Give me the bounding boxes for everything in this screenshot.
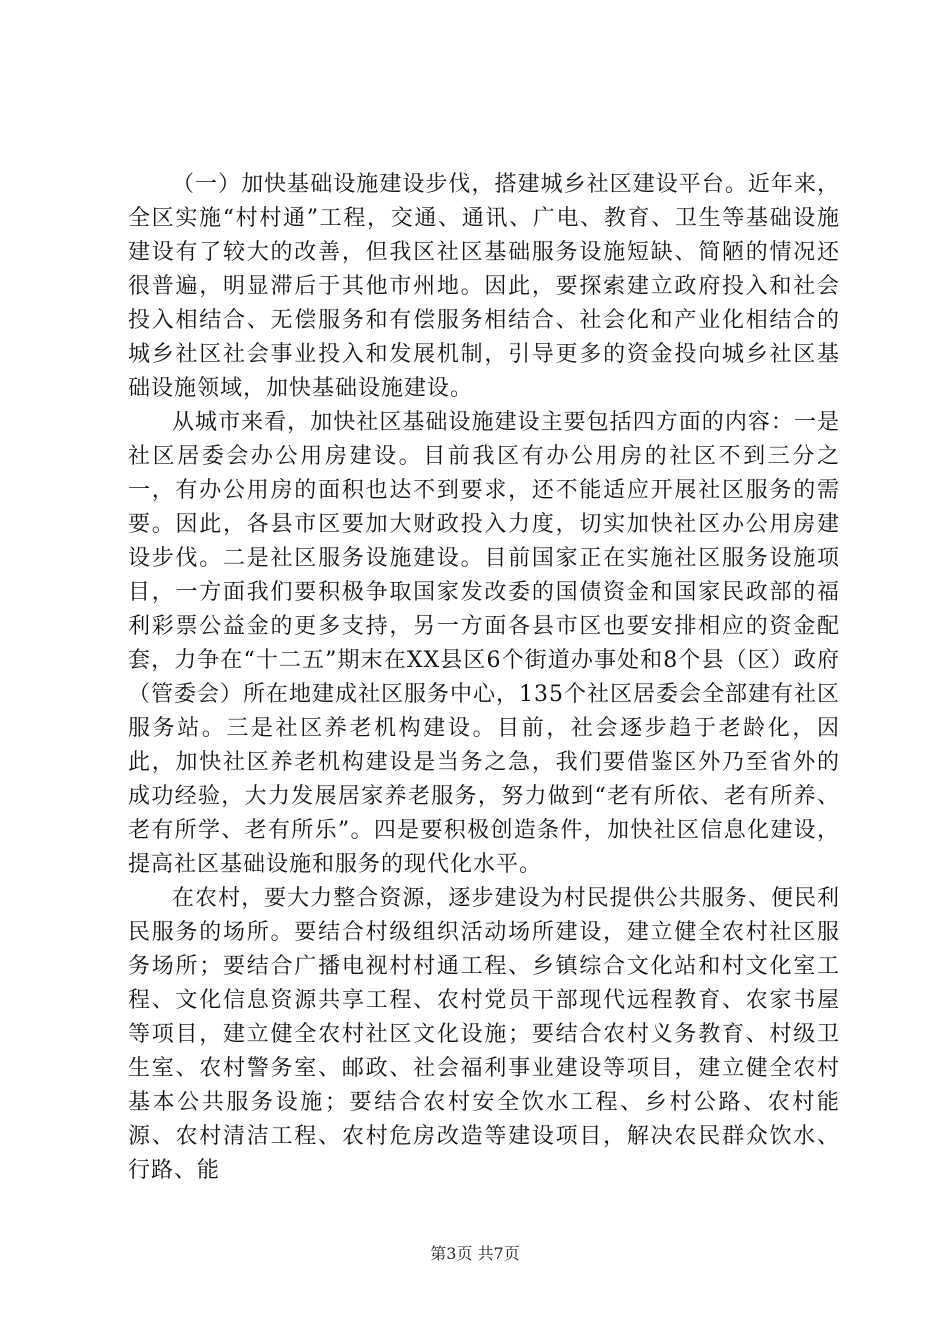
paragraph-infrastructure: （一）加快基础设施建设步伐，搭建城乡社区建设平台。近年来，全区实施“村村通”工程，交通、通讯、广电、教育、卫生等基础设施建设有了较大的改善，但我区社区基础服务设施短缺、简陋的情况还很普遍，明显滞后于其他市州地。因此，要探索建立政府投入和社会投入相结合、无偿服务和有偿服务相结合、社会化和产业化相结合的城乡社区社会事业投入和发展机制，引导更多的资金投向城乡社区基础设施领域，加快基础设施建设。	[128, 172, 840, 401]
page-footer: 第3页 共7页	[430, 1244, 520, 1263]
paragraph-rural: 在农村，要大力整合资源，逐步建设为村民提供公共服务、便民利民服务的场所。要结合村级组织活动场所建设，建立健全农村社区服务场所；要结合广播电视村村通工程、乡镇综合文化站和村文化室工程、文化信息资源共享工程、农村党员干部现代远程教育、农家书屋等项目，建立健全农村社区文化设施；要结合农村义务教育、村级卫生室、农村警务室、邮政、社会福利事业建设等项目，建立健全农村基本公共服务设施；要结合农村安全饮水工程、乡村公路、农村能源、农村清洁工程、农村危房改造等建设项目，解决农民群众饮水、行路、能	[128, 886, 840, 1183]
document-body	[128, 168, 840, 1188]
paragraph-urban: 从城市来看，加快社区基础设施建设主要包括四方面的内容：一是社区居委会办公用房建设。目前我区有办公用房的社区不到三分之一，有办公用房的面积也达不到要求，还不能适应开展社区服务的需要。因此，各县市区要加大财政投入力度，切实加快社区办公用房建设步伐。二是社区服务设施建设。目前国家正在实施社区服务设施项目，一方面我们要积极争取国家发改委的国债资金和国家民政部的福利彩票公益金的更多支持，另一方面各县市区也要安排相应的资金配套，力争在“十二五”期末在XX县区6个街道办事处和8个县（区）政府（管委会）所在地建成社区服务中心，135个社区居委会全部建有社区服务站。三是社区养老机构建设。目前，社会逐步趋于老龄化，因此，加快社区养老机构建设是当务之急，我们要借鉴区外乃至省外的成功经验，大力发展居家养老服务，努力做到“老有所依、老有所养、老有所学、老有所乐”。四是要积极创造条件，加快社区信息化建设，提高社区基础设施和服务的现代化水平。	[128, 410, 840, 877]
